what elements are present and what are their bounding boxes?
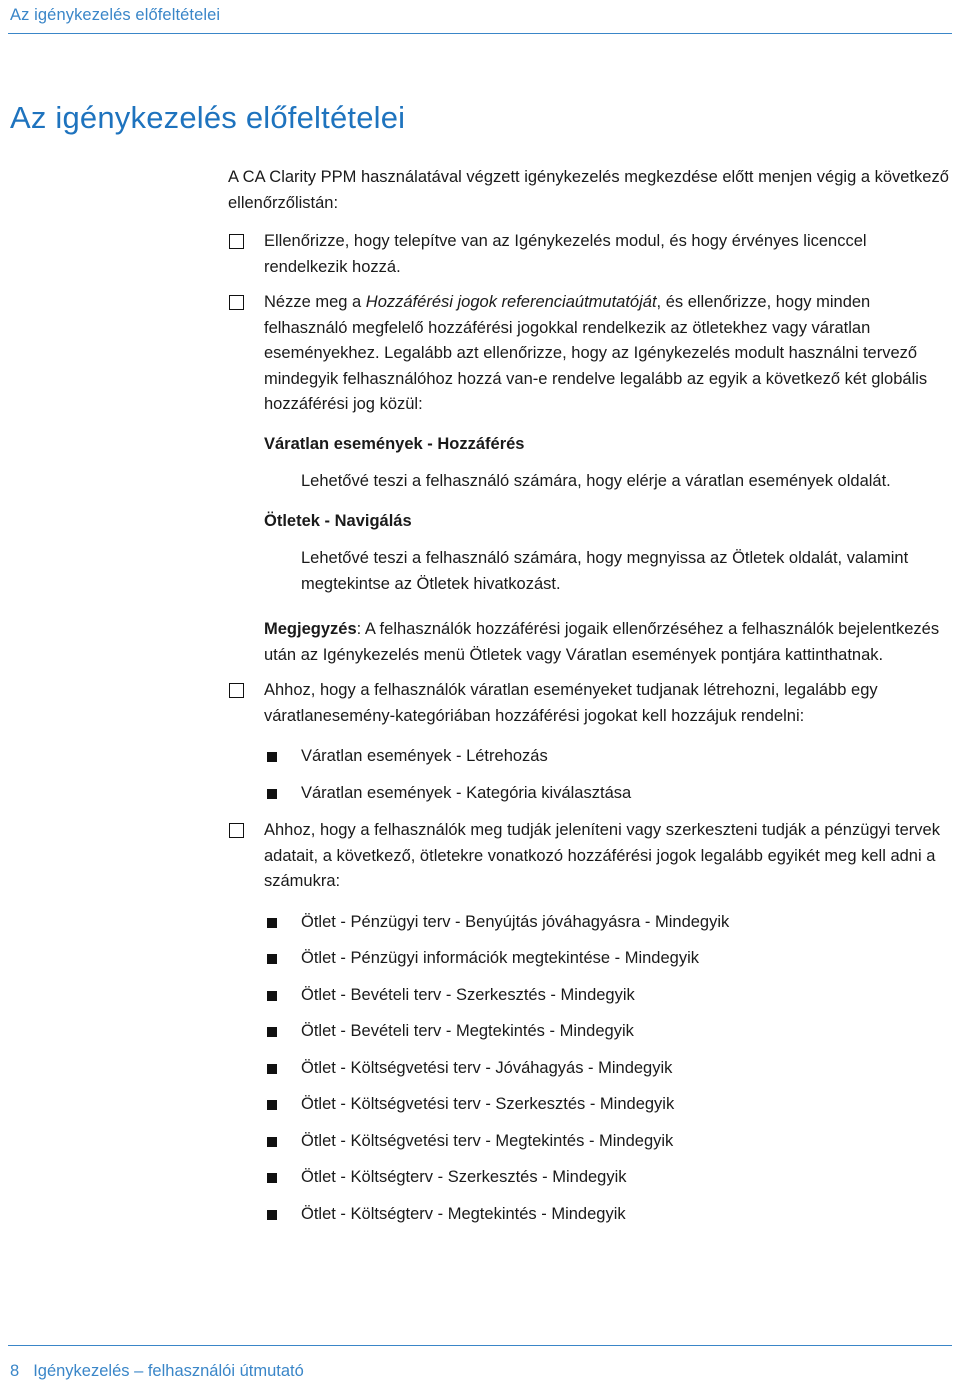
idea-rights-list — [264, 910, 950, 1228]
square-bullet-icon — [267, 1027, 277, 1037]
list-item: Ötlet - Költségvetési terv - Szerkesztés - Mindegyik — [264, 1092, 950, 1118]
square-bullet-icon — [267, 789, 277, 799]
intro-paragraph: A CA Clarity PPM használatával végzett igénykezelés megkezdése előtt menjen végig a következő ellenőrzőlistán: — [228, 168, 949, 212]
right-term-ideas-navigate: Ötletek - Navigálás — [264, 511, 412, 530]
incident-rights-list — [264, 744, 950, 806]
right-definition-incidents-access: Lehetővé teszi a felhasználó számára, hogy elérje a váratlan események oldalát. — [301, 472, 891, 490]
checkbox-icon — [229, 234, 244, 249]
square-bullet-icon — [267, 752, 277, 762]
footer-divider — [8, 1345, 952, 1346]
square-bullet-icon — [267, 1064, 277, 1074]
right-term-incidents-access: Váratlan események - Hozzáférés — [264, 434, 525, 453]
note-paragraph: Megjegyzés: A felhasználók hozzáférési jogaik ellenőrzéséhez a felhasználók bejelentkezés után az Igénykezelés menü Ötletek vagy Váratlan események pontjára kattinthatnak. — [264, 620, 940, 664]
running-header: Az igénykezelés előfeltételei — [10, 6, 221, 24]
list-item: Ötlet - Bevételi terv - Megtekintés - Mindegyik — [264, 1019, 950, 1045]
page-title: Az igénykezelés előfeltételei — [10, 100, 406, 135]
list-item: Ötlet - Költségvetési terv - Megtekintés - Mindegyik — [264, 1129, 950, 1155]
checklist-item-access-rights — [228, 290, 950, 668]
checkbox-icon — [229, 683, 244, 698]
list-item: Váratlan események - Kategória kiválasztása — [264, 781, 950, 807]
checklist-text: Nézze meg a Hozzáférési jogok referenciaútmutatóját, és ellenőrizze, hogy minden felhasználó megfelelő hozzáférési jogokkal rendelkezik az ötletekhez vagy váratlan eseményekhez. Legalább azt ellenőrizze, hogy az Igénykezelés modult használni tervező mindegyik felhasználóhoz hozzá van-e rendelve legalább az egyik a következő két globális hozzáférési jog közül: — [264, 293, 928, 413]
main-content — [228, 165, 950, 1239]
checkbox-icon — [229, 295, 244, 310]
header-divider — [8, 33, 952, 34]
page-footer — [10, 1362, 304, 1381]
list-item: Váratlan események - Létrehozás — [264, 744, 950, 770]
square-bullet-icon — [267, 1100, 277, 1110]
footer-doc-title: Igénykezelés – felhasználói útmutató — [33, 1362, 304, 1380]
square-bullet-icon — [267, 1210, 277, 1220]
list-item: Ötlet - Pénzügyi információk megtekintése - Mindegyik — [264, 946, 950, 972]
square-bullet-icon — [267, 1173, 277, 1183]
right-definition-ideas-navigate: Lehetővé teszi a felhasználó számára, hogy megnyissa az Ötletek oldalát, valamint megtekintse az Ötletek hivatkozást. — [301, 549, 909, 593]
list-item: Ötlet - Bevételi terv - Szerkesztés - Mindegyik — [264, 983, 950, 1009]
checklist-item-financial-plans — [228, 818, 950, 1227]
square-bullet-icon — [267, 991, 277, 1001]
guide-reference: Hozzáférési jogok referenciaútmutatóját — [365, 293, 657, 311]
square-bullet-icon — [267, 954, 277, 964]
list-item: Ötlet - Költségvetési terv - Jóváhagyás - Mindegyik — [264, 1056, 950, 1082]
list-item: Ötlet - Költségterv - Szerkesztés - Mindegyik — [264, 1165, 950, 1191]
checklist-text: Ellenőrizze, hogy telepítve van az Igénykezelés modul, és hogy érvényes licenccel rendelkezik hozzá. — [264, 232, 867, 276]
checkbox-icon — [229, 823, 244, 838]
list-item: Ötlet - Pénzügyi terv - Benyújtás jóváhagyásra - Mindegyik — [264, 910, 950, 936]
note-label: Megjegyzés — [264, 620, 357, 638]
checklist-item-incident-category — [228, 678, 950, 806]
checklist-item-module — [228, 229, 950, 280]
square-bullet-icon — [267, 1137, 277, 1147]
list-item: Ötlet - Költségterv - Megtekintés - Mindegyik — [264, 1202, 950, 1228]
checklist-text: Ahhoz, hogy a felhasználók váratlan eseményeket tudjanak létrehozni, legalább egy váratlanesemény-kategóriában hozzáférési jogokat kell hozzájuk rendelni: — [264, 681, 878, 725]
page-number: 8 — [10, 1362, 20, 1380]
square-bullet-icon — [267, 918, 277, 928]
checklist-text: Ahhoz, hogy a felhasználók meg tudják jeleníteni vagy szerkeszteni tudják a pénzügyi tervek adatait, a következő, ötletekre vonatkozó hozzáférési jogok legalább egyikét meg kell adni a számukra: — [264, 821, 940, 890]
